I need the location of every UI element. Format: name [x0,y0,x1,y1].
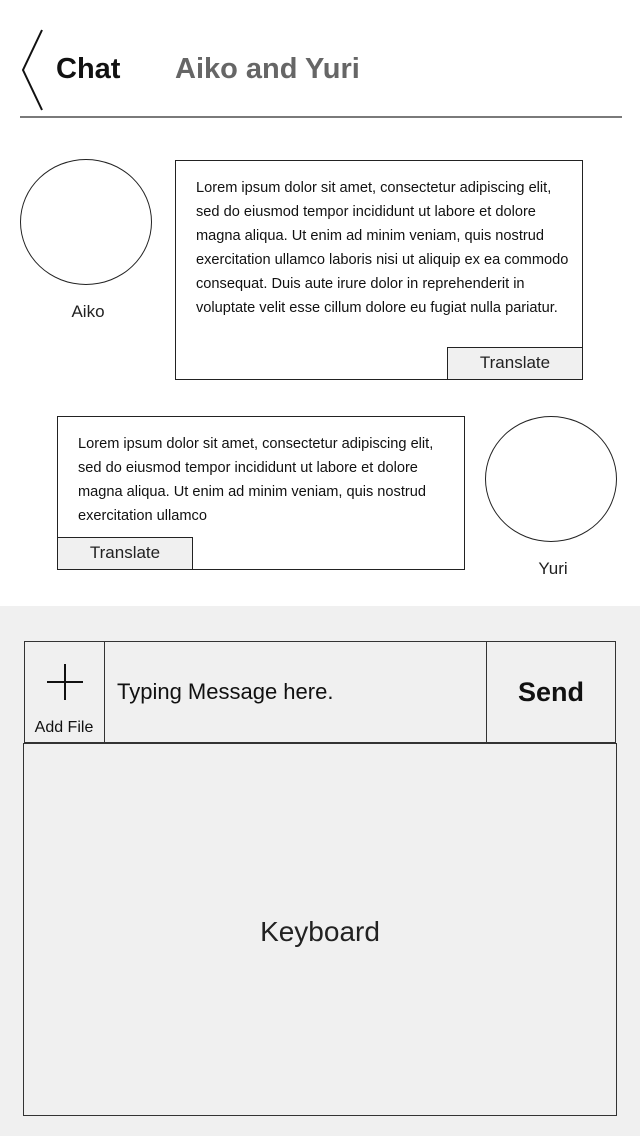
sender-name-yuri: Yuri [538,559,568,578]
plus-icon [45,662,85,702]
keyboard[interactable] [23,743,617,1116]
add-file-button[interactable] [24,641,105,743]
avatar-aiko[interactable] [20,159,152,285]
header-divider [20,116,622,118]
message-text: Lorem ipsum dolor sit amet, consectetur adipiscing elit, sed do eiusmod tempor incididunt ut labore et dolore magna aliqua. Ut enim ad minim veniam, quis nostrud exercitation ullamco laboris nisi ut aliquip ex ea commodo consequat. Duis aute irure dolor in reprehenderit in voluptate velit esse cillum dolore eu fugiat nulla pariatur. [196,180,569,316]
chevron-left-icon[interactable] [20,28,46,112]
message-text: Lorem ipsum dolor sit amet, consectetur adipiscing elit, sed do eiusmod tempor incididunt ut labore et dolore magna aliqua. Ut enim ad minim veniam, quis nostrud exercitation ullamco [78,436,434,524]
add-file-label: Add File [34,719,94,736]
send-button[interactable]: Send [486,641,616,743]
avatar-yuri[interactable] [485,416,617,542]
sender-name-aiko: Aiko [71,302,105,321]
translate-button[interactable]: Translate [57,537,193,570]
keyboard-label: Keyboard [260,916,380,947]
conversation-title: Aiko and Yuri [175,53,360,85]
message-bubble-aiko [175,160,583,380]
page-title: Chat [56,53,121,85]
message-bubble-yuri [57,416,465,570]
translate-button[interactable]: Translate [447,347,583,380]
message-input[interactable] [105,643,486,741]
